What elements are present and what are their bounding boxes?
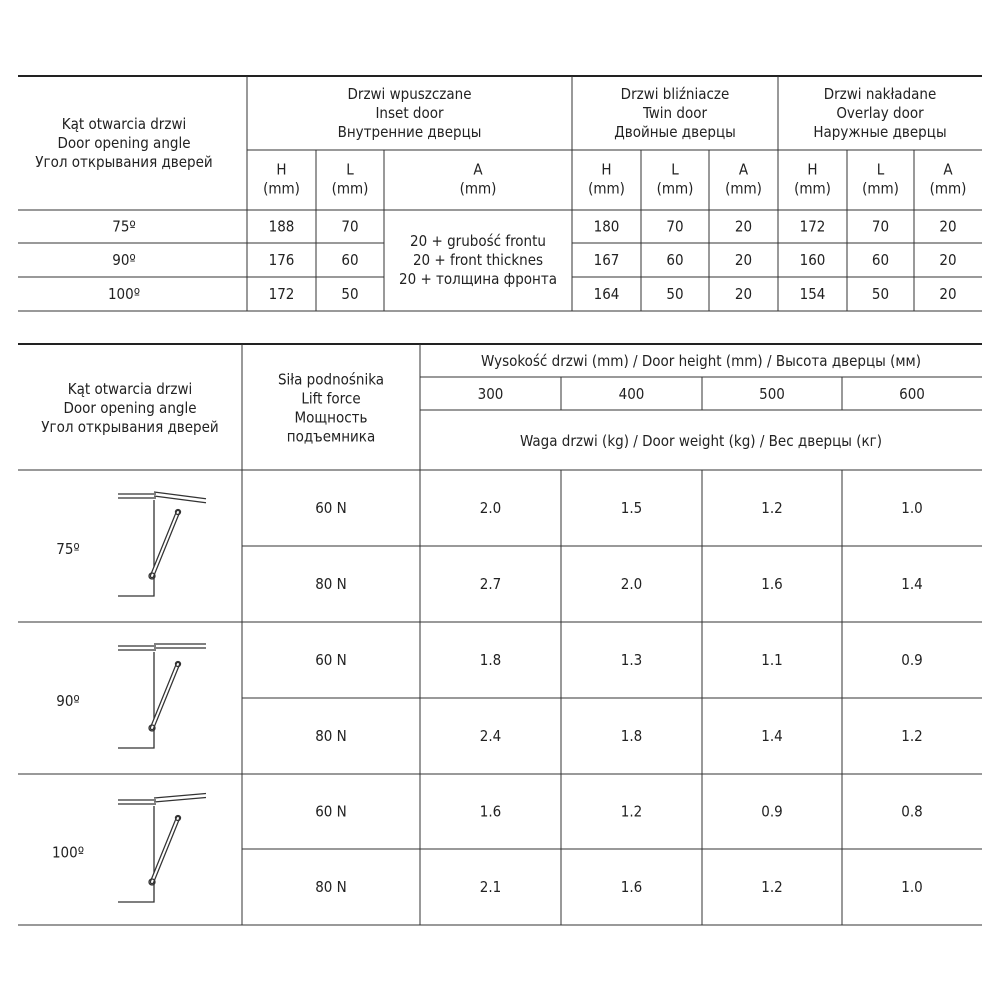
table1-group-1-col-1-header-line-1: H [276, 160, 287, 179]
table1-corner-label-line-3: Угол открывания дверей [35, 153, 213, 171]
table1-row-3-inset-1: 172 [268, 285, 295, 303]
table2-group-2-angle: 90º [56, 692, 80, 710]
table2-group-2-row-2-force: 80 N [315, 727, 347, 745]
lift-100-diagram-strut-inner [152, 818, 178, 882]
table1-group-1-col-1-header-line-2: (mm) [263, 179, 300, 198]
table1-group-1-col-2-header-line-2: (mm) [331, 179, 369, 198]
table2-height-400: 400 [618, 385, 645, 403]
table1-group-2-col-3-header-line-1: A [738, 160, 749, 179]
table1-row-2-twin-2: 60 [666, 251, 684, 269]
table2-group-2-row-2-value-2: 1.8 [620, 727, 643, 745]
lift-100-diagram-door [154, 794, 206, 803]
table2-group-2-row-2-value-4: 1.2 [901, 727, 923, 745]
table1-group-2-col-3-header-line-2: (mm) [725, 179, 762, 198]
table1-row-3-twin-2: 50 [666, 285, 684, 303]
table1-group-1-col-3-header-line-2: (mm) [459, 179, 497, 198]
lift-75-diagram [118, 492, 206, 596]
table1-row-1-overlay-3: 20 [939, 217, 957, 236]
table2-group-1-angle: 75º [56, 540, 80, 558]
table1-group-3-col-2-header-line-1: L [876, 160, 885, 179]
table2-force-header-line-3: Мощность [294, 408, 368, 427]
table1-row-1-twin-2: 70 [666, 217, 684, 236]
table2-group-2-row-2-value-3: 1.4 [761, 727, 783, 745]
table2-group-1-row-1-value-3: 1.2 [761, 499, 783, 517]
table1-row-3-overlay-2: 50 [871, 285, 890, 303]
table1-row-1-overlay-1: 172 [799, 217, 826, 236]
table1-group-2-col-1-header-line-2: (mm) [588, 179, 625, 198]
table1-row-1-inset-1: 188 [268, 217, 295, 236]
table1-group-1-col-2-header-line-1: L [346, 160, 354, 179]
table1-group-2-title-line-1: Drzwi bliźniacze [620, 85, 730, 103]
table1-group-3-col-3-header-line-2: (mm) [929, 179, 967, 198]
table1-row-2-angle: 90º [112, 251, 136, 269]
table1-row-1-inset-2: 70 [341, 217, 359, 236]
table1-corner-label-line-2: Door opening angle [57, 134, 191, 152]
table1-row-1-overlay-2: 70 [871, 217, 890, 236]
lift-75-diagram-strut-inner [152, 512, 178, 576]
table1-row-2-overlay-2: 60 [871, 251, 890, 269]
table2-group-3-row-2-value-2: 1.6 [620, 878, 643, 896]
table2-group-2-row-1-value-4: 0.9 [901, 651, 923, 669]
table1-row-3-overlay-3: 20 [939, 285, 957, 303]
table1-group-1-col-3-header-line-1: A [473, 160, 483, 179]
table1-row-1-angle: 75º [112, 217, 136, 236]
table2-group-1-row-2-value-1: 2.7 [479, 575, 502, 593]
table1-row-3-inset-2: 50 [341, 285, 359, 303]
table1-row-2-overlay-3: 20 [939, 251, 957, 269]
table2-force-header-line-4: подъемника [286, 427, 376, 446]
table2-group-2-row-1-value-1: 1.8 [479, 651, 502, 669]
lift-75-diagram-cabinet-side [118, 500, 154, 596]
table2-group-1-row-2-value-3: 1.6 [761, 575, 783, 593]
table2-group-3-row-1-force: 60 N [315, 802, 347, 821]
table1-row-2-inset-2: 60 [341, 251, 359, 269]
table2-group-1-row-2-force: 80 N [315, 575, 347, 593]
table1-inset-a-note-line-2: 20 + front thicknes [412, 251, 544, 269]
table2-group-3-row-2-value-1: 2.1 [479, 878, 502, 896]
table1-row-3-angle: 100º [107, 285, 141, 303]
table2-corner-label-line-3: Угол открывания дверей [41, 418, 219, 436]
table2-group-3-row-1-value-2: 1.2 [620, 802, 643, 821]
lift-90-diagram [118, 644, 206, 748]
table2-height-300: 300 [477, 385, 504, 403]
table1-corner-label-line-1: Kąt otwarcia drzwi [61, 115, 187, 133]
table1-group-3-col-2-header-line-2: (mm) [862, 179, 899, 198]
table1-group-2-title-line-2: Twin door [642, 104, 708, 122]
table1-row-1-twin-1: 180 [593, 217, 620, 236]
lift-90-diagram-strut-inner [152, 664, 178, 728]
table1-row-3-twin-3: 20 [734, 285, 753, 303]
table2-corner-label-line-1: Kąt otwarcia drzwi [67, 380, 193, 398]
table2-group-3-row-1-value-1: 1.6 [479, 802, 502, 821]
table1-group-3-title-line-3: Наружные дверцы [813, 123, 947, 141]
table2-group-1-row-1-value-2: 1.5 [620, 499, 643, 517]
table2-group-1-row-1-force: 60 N [315, 499, 347, 517]
table1-group-2-col-1-header-line-1: H [601, 160, 612, 179]
table2-group-1-row-1-value-1: 2.0 [479, 499, 502, 517]
table2-group-3-row-1-value-4: 0.8 [901, 802, 923, 821]
table2-group-1-row-2-value-4: 1.4 [901, 575, 923, 593]
lift-90-diagram-cabinet-side [118, 652, 154, 748]
table1-inset-a-note-line-3: 20 + толщина фронта [399, 270, 557, 288]
table2-force-header-line-1: Siła podnośnika [277, 370, 385, 389]
table2-weight-header: Waga drzwi (kg) / Door weight (kg) / Вес дверцы (кг) [520, 432, 882, 450]
table1-group-3-col-1-header-line-1: H [807, 160, 818, 179]
lift-100-diagram-cabinet-side [118, 806, 154, 902]
table1-group-1-title-line-2: Inset door [375, 104, 444, 122]
table1-row-2-overlay-1: 160 [799, 251, 826, 269]
table2-group-2-row-1-value-2: 1.3 [620, 651, 643, 669]
table2-group-1-row-2-value-2: 2.0 [620, 575, 643, 593]
table1-row-3-twin-1: 164 [593, 285, 620, 303]
table2-group-2-row-1-force: 60 N [315, 651, 347, 669]
table1-group-2-col-2-header-line-1: L [671, 160, 679, 179]
table1-row-2-twin-3: 20 [734, 251, 753, 269]
table2-group-3-angle: 100º [51, 843, 85, 862]
table1-group-3-title-line-1: Drzwi nakładane [823, 85, 937, 103]
table1-group-3-title-line-2: Overlay door [836, 104, 924, 122]
table1-group-3-col-3-header-line-1: A [943, 160, 953, 179]
table2-group-2-row-2-value-1: 2.4 [479, 727, 502, 745]
diagrams [118, 492, 206, 902]
table2-group-3-row-2-value-4: 1.0 [901, 878, 923, 896]
table2-force-header-line-2: Lift force [301, 389, 361, 408]
table1-group-3-col-1-header-line-2: (mm) [794, 179, 831, 198]
table2-group-3-row-2-force: 80 N [315, 878, 347, 896]
table1-row-1-twin-3: 20 [734, 217, 753, 236]
table1-row-2-inset-1: 176 [268, 251, 295, 269]
table2-group-3-row-2-value-3: 1.2 [761, 878, 783, 896]
table2-corner-label-line-2: Door opening angle [63, 399, 197, 417]
table1-group-1-title-line-1: Drzwi wpuszczane [347, 85, 472, 103]
table2-height-500: 500 [759, 385, 785, 403]
lift-90-diagram-door [154, 644, 206, 648]
lift-75-diagram-door [154, 492, 206, 503]
table2-group-1-row-1-value-4: 1.0 [901, 499, 923, 517]
table1-row-3-overlay-1: 154 [799, 285, 826, 303]
table1-row-2-twin-1: 167 [593, 251, 620, 269]
table1-inset-a-note-line-1: 20 + grubość frontu [410, 232, 546, 250]
table2-group-3-row-1-value-3: 0.9 [761, 802, 783, 821]
table1-group-1-title-line-3: Внутренние дверцы [337, 123, 482, 141]
table2-height-header: Wysokość drzwi (mm) / Door height (mm) / Высота дверцы (мм) [481, 352, 921, 370]
table1-group-2-col-2-header-line-2: (mm) [656, 179, 694, 198]
lift-100-diagram [118, 794, 206, 903]
table2-group-2-row-1-value-3: 1.1 [761, 651, 783, 669]
table1-group-2-title-line-3: Двойные дверцы [614, 123, 736, 141]
table2-height-600: 600 [899, 385, 925, 403]
